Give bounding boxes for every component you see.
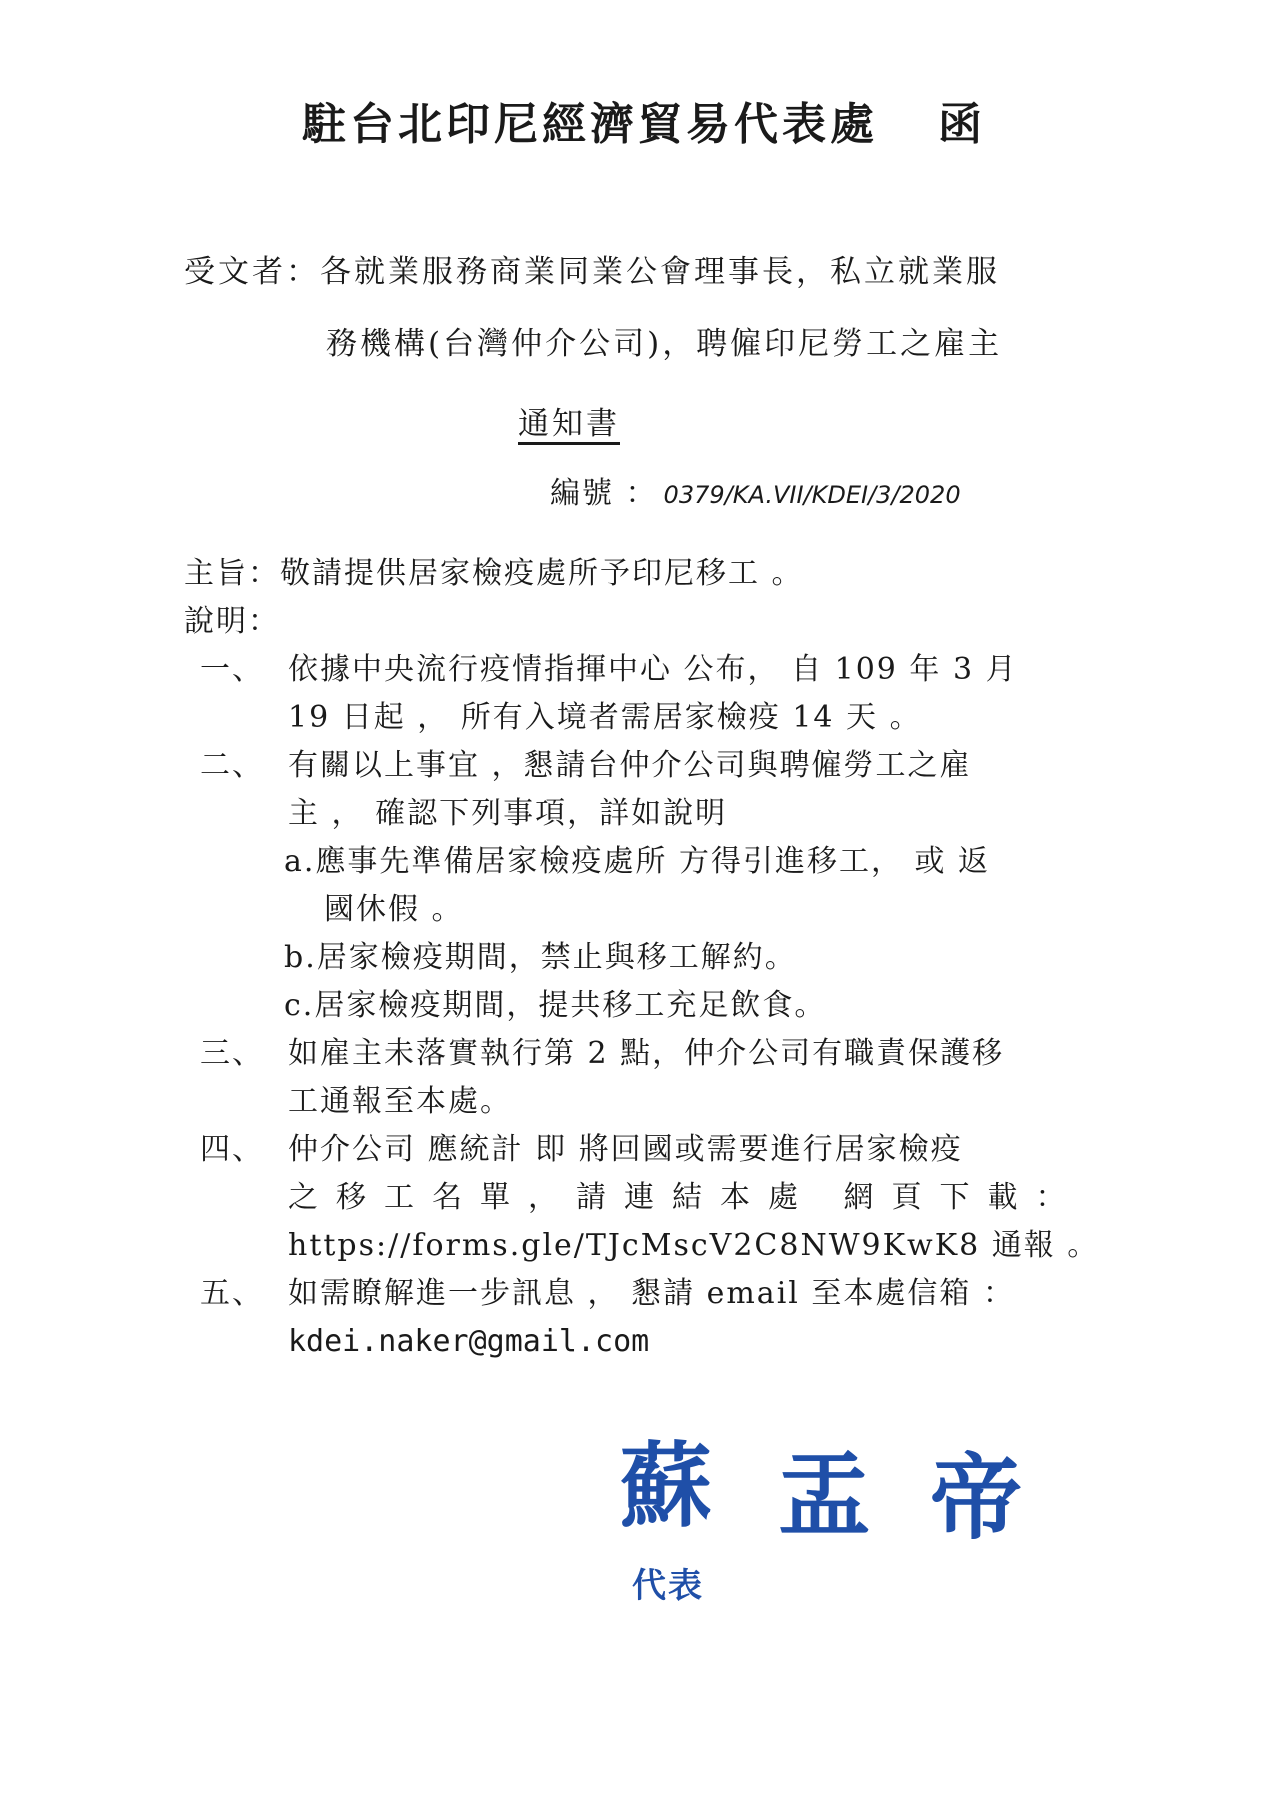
document-type: 函 <box>938 99 986 150</box>
notice-title: 通知書 <box>518 406 620 442</box>
organization-name: 駐台北印尼經濟貿易代表處 <box>302 99 878 150</box>
item-continuation: 19 日起 ， 所有入境者需居家檢疫 14 天 。 <box>288 700 922 735</box>
list-item: 一、 依據中央流行疫情指揮中心 公布， 自 109 年 3 月 <box>184 646 1064 694</box>
contact-email[interactable]: kdei.naker@gmail.com <box>288 1324 650 1359</box>
document-title <box>0 88 1288 152</box>
item-continuation: 工通報至本處。 <box>288 1084 512 1119</box>
list-item: 二、 有關以上事宜 ，懇請台仲介公司與聘僱勞工之雇 <box>184 742 1064 790</box>
form-link-line <box>184 1222 1100 1270</box>
sub-item: c.居家檢疫期間，提共移工充足飲食。 <box>284 988 827 1023</box>
item-number: 五、 <box>200 1276 264 1311</box>
recipient-block <box>184 236 1064 380</box>
subject-line <box>184 550 1064 598</box>
form-link[interactable]: https://forms.gle/TJcMscV2C8NW9KwK8 通報 。 <box>288 1228 1100 1263</box>
reference-value: 0379/KA.VII/KDEI/3/2020 <box>663 481 961 509</box>
item-number: 三、 <box>200 1036 264 1071</box>
subject-label: 主旨： <box>184 556 280 591</box>
recipient-line-2: 務機構(台灣仲介公司)，聘僱印尼勞工之雇主 <box>326 326 1003 362</box>
sub-item: b.居家檢疫期間，禁止與移工解約。 <box>284 940 797 975</box>
subject-text: 敬請提供居家檢疫處所予印尼移工 。 <box>280 556 804 591</box>
signature-char: 帝 <box>930 1444 1023 1552</box>
letter-body <box>184 550 1100 1366</box>
recipient-line-1: 受文者：各就業服務商業同業公會理事長，私立就業服 <box>184 254 1000 290</box>
signature-char: 盂 <box>778 1442 871 1550</box>
item-number: 一、 <box>200 652 264 687</box>
list-item: 五、 如需瞭解進一步訊息 ， 懇請 email 至本處信箱 ： <box>184 1270 1064 1318</box>
sub-item: a.應事先準備居家檢疫處所 方得引進移工， 或 返 <box>284 844 991 879</box>
list-item: 三、 如雇主未落實執行第 2 點，仲介公司有職責保護移 <box>184 1030 1064 1078</box>
sub-item-continuation: 國休假 。 <box>324 892 464 927</box>
explanation-label: 說明： <box>184 604 280 639</box>
item-continuation: 主 ， 確認下列事項，詳如說明 <box>288 796 728 831</box>
reference-label: 編號 ： <box>550 476 658 511</box>
item-number: 二、 <box>200 748 264 783</box>
signature-char: 蘇 <box>620 1432 713 1540</box>
item-continuation: 之移工名單，請連結本處 網頁下載： <box>288 1180 1084 1215</box>
list-item: 四、 仲介公司 應統計 即 將回國或需要進行居家檢疫 <box>184 1126 1064 1174</box>
recipient-label: 受文者： <box>184 254 320 290</box>
reference-number <box>550 468 961 512</box>
item-number: 四、 <box>200 1132 264 1167</box>
signature-seal <box>610 1432 1030 1620</box>
signature-title: 代表 <box>632 1566 704 1606</box>
